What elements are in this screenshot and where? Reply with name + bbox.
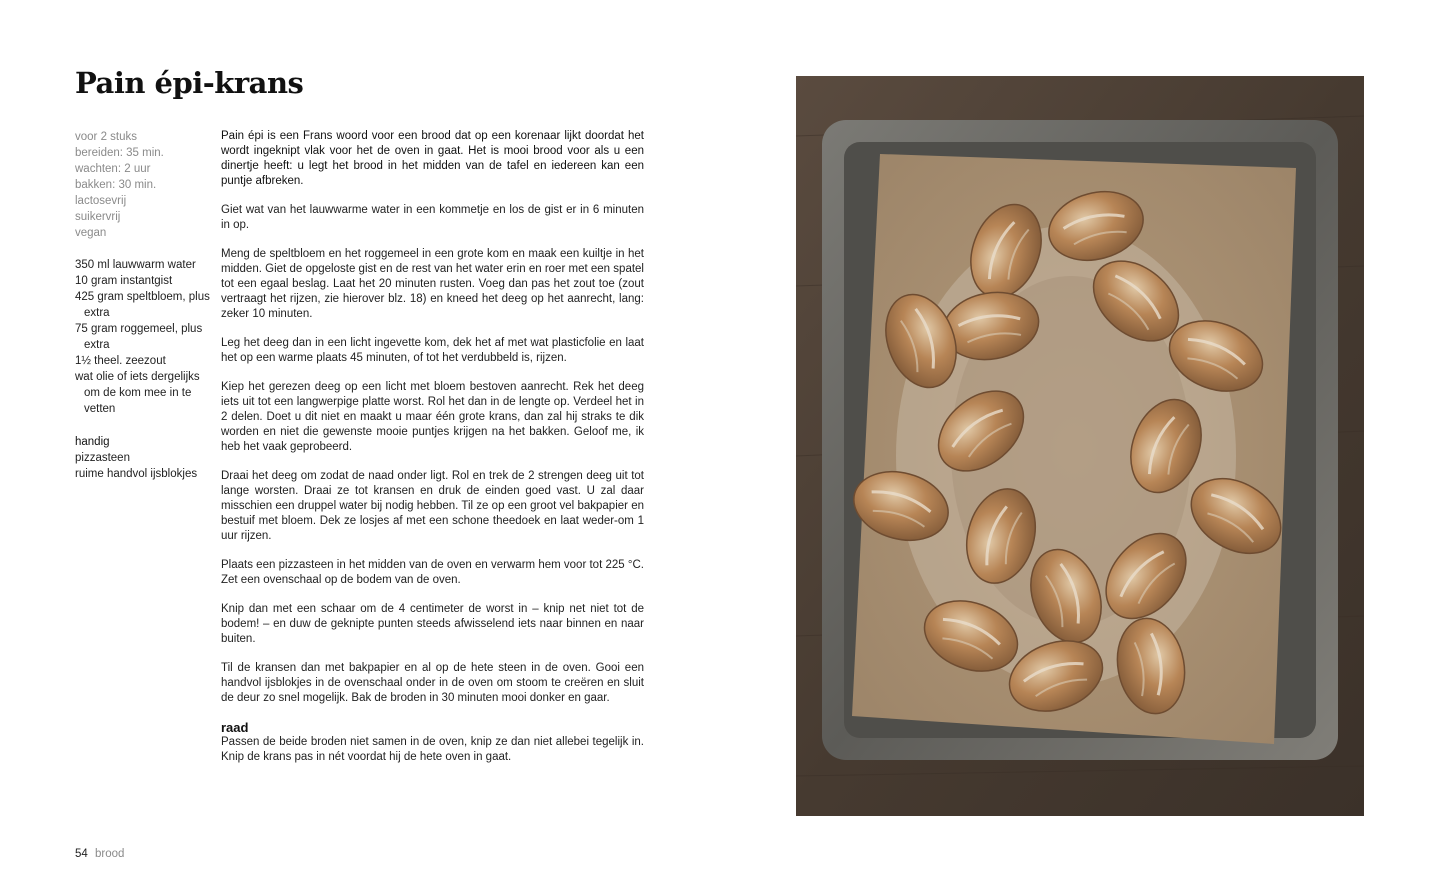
recipe-method	[221, 129, 644, 779]
ingredient-item: wat olie of iets dergelijks om de kom mee in te vetten	[75, 371, 200, 415]
recipe-meta	[75, 129, 210, 241]
tip-heading: raad	[221, 720, 249, 735]
tools-heading: handig	[75, 436, 110, 448]
ingredient-item: 75 gram roggemeel, plus extra	[75, 323, 203, 351]
method-paragraph: Plaats een pizzasteen in het midden van de oven en verwarm hem voor tot 225 °C. Zet een ovenschaal op de bodem van de oven.	[221, 559, 644, 586]
method-paragraph: Knip dan met een schaar om de 4 centimeter de worst in – knip net niet tot de bodem! – en duw de geknipte punten steeds afwisselend iets naar binnen en naar buiten.	[221, 603, 644, 645]
ingredient-list	[75, 257, 210, 417]
bread-wreath-illustration	[796, 76, 1364, 816]
intro-paragraph: Pain épi is een Frans woord voor een brood dat op een korenaar lijkt doordat het wordt ingeknipt vlak voor het de oven in gaat. Het is mooi brood voor als u een dinertje heeft: u legt het brood in het midden van de tafel en iedereen kan een puntje afbreken.	[221, 130, 644, 187]
ingredient-item: 425 gram speltbloem, plus extra	[75, 291, 210, 319]
section-name: brood	[95, 848, 125, 860]
page-footer	[75, 848, 124, 860]
bread-photo	[796, 76, 1364, 816]
meta-item: bakken: 30 min.	[75, 179, 157, 191]
tip-text: Passen de beide broden niet samen in de oven, knip ze dan niet allebei tegelijk in. Knip de krans pas in nét voordat hij de hete oven in gaat.	[221, 736, 644, 763]
ingredient-item: 10 gram instantgist	[75, 275, 173, 287]
meta-item: bereiden: 35 min.	[75, 147, 164, 159]
meta-item: lactosevrij	[75, 195, 127, 207]
method-paragraph: Meng de speltbloem en het roggemeel in een grote kom en maak een kuiltje in het midden. Giet de opgeloste gist en de rest van het water erin en roer met een spatel tot een egaal beslag. Laat het 20 minuten rusten. Voeg dan pas het zout toe (zout vertraagt het rijzen, zie hierover blz. 18) en kneed het deeg op het aanrecht, lang: zeker 10 minuten.	[221, 248, 644, 320]
page-number: 54	[75, 848, 88, 860]
method-paragraph: Til de kransen dan met bakpapier en al op de hete steen in de oven. Gooi een handvol ijsblokjes in de ovenschaal onder in de oven om stoom te creëren en sluit de deur zo snel mogelijk. Bak de broden in 30 minuten mooi donker en gaar.	[221, 662, 644, 704]
meta-item: voor 2 stuks	[75, 131, 137, 143]
method-paragraph: Kiep het gerezen deeg op een licht met bloem bestoven aanrecht. Rek het deeg iets uit tot een langwerpige platte worst. Rol het dan in de lengte op. Verdeel het in 2 delen. Doet u dit niet en maakt u maar één grote krans, dan zal hij straks te dik worden en niet die gewenste mooie puntjes krijgen na het bakken. Geloof me, ik heb het vaak geprobeerd.	[221, 381, 644, 453]
meta-item: vegan	[75, 227, 107, 239]
method-paragraph: Draai het deeg om zodat de naad onder ligt. Rol en trek de 2 strengen deeg uit tot lange worsten. Draai ze tot kransen en druk de einden goed vast. U zal daar misschien een druppel water bij nodig hebben. Til ze op een groot vel bakpapier en bestuif met bloem. Dek ze losjes af met een schone theedoek en laat weder-om 1 uur rijzen.	[221, 470, 644, 542]
ingredient-item: 350 ml lauwwarm water	[75, 259, 196, 271]
recipe-title: Pain épi-krans	[75, 66, 304, 100]
recipe-sidebar	[75, 129, 210, 482]
tool-item: pizzasteen	[75, 452, 130, 464]
meta-item: suikervrij	[75, 211, 121, 223]
method-paragraph: Giet wat van het lauwwarme water in een kommetje en los de gist er in 6 minuten in op.	[221, 204, 644, 231]
meta-item: wachten: 2 uur	[75, 163, 151, 175]
tools-list	[75, 434, 210, 482]
method-paragraph: Leg het deeg dan in een licht ingevette kom, dek het af met wat plasticfolie en laat het op een warme plaats 45 minuten, of tot het verdubbeld is, rijzen.	[221, 337, 644, 364]
tool-item: ruime handvol ijsblokjes	[75, 468, 198, 480]
ingredient-item: 1½ theel. zeezout	[75, 355, 166, 367]
